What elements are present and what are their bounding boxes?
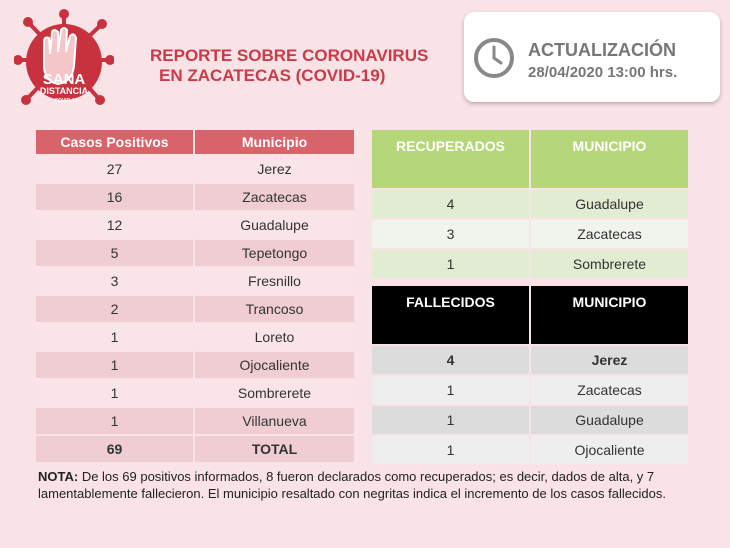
case-count: 16 (36, 184, 193, 210)
recovered-count: 1 (372, 250, 529, 278)
table-row (372, 220, 688, 248)
table-row (36, 380, 354, 406)
table-row (36, 408, 354, 434)
cases-header-count: Casos Positivos (36, 130, 193, 154)
logo-text-distancia: DISTANCIA (39, 86, 89, 96)
case-count: 1 (36, 352, 193, 378)
note-text: De los 69 positivos informados, 8 fueron declarados como recuperados; es decir, dados de alta, y 7 lamentablemente fallecieron. El municipio resaltado con negritas indica el incremento de los casos fallecidos. (38, 469, 666, 501)
recovered-table (370, 128, 690, 280)
deaths-municipality: Ojocaliente (531, 436, 688, 464)
table-row (36, 156, 354, 182)
deaths-header-municipality: MUNICIPIO (531, 286, 688, 344)
case-municipality: Tepetongo (195, 240, 354, 266)
table-row (36, 296, 354, 322)
deaths-count: 1 (372, 406, 529, 434)
case-count: 5 (36, 240, 193, 266)
recovered-municipality: Zacatecas (531, 220, 688, 248)
report-title-line1: REPORTE SOBRE CORONAVIRUS (150, 46, 429, 65)
clock-icon (472, 36, 516, 80)
deaths-municipality: Jerez (531, 346, 688, 374)
cases-header-municipality: Municipio (195, 130, 354, 154)
recovered-municipality: Guadalupe (531, 190, 688, 218)
table-row (36, 268, 354, 294)
recovered-header-municipality: MUNICIPIO (531, 130, 688, 188)
update-date: 28/04/2020 13:00 hrs. (528, 64, 678, 81)
total-row (36, 436, 354, 462)
table-row (36, 352, 354, 378)
table-row (372, 190, 688, 218)
table-row (372, 376, 688, 404)
case-municipality: Ojocaliente (195, 352, 354, 378)
case-count: 27 (36, 156, 193, 182)
case-municipality: Fresnillo (195, 268, 354, 294)
logo-text-sana: SANA (42, 71, 86, 88)
recovered-count: 4 (372, 190, 529, 218)
case-count: 3 (36, 268, 193, 294)
logo-text-covid: COVID-19 (54, 98, 78, 104)
sana-distancia-logo (14, 8, 114, 112)
recovered-header-count: RECUPERADOS (372, 130, 529, 188)
case-count: 1 (36, 380, 193, 406)
deaths-table (370, 284, 690, 466)
case-municipality: Zacatecas (195, 184, 354, 210)
recovered-municipality: Sombrerete (531, 250, 688, 278)
table-row (36, 240, 354, 266)
deaths-count: 1 (372, 436, 529, 464)
deaths-municipality: Zacatecas (531, 376, 688, 404)
deaths-count: 4 (372, 346, 529, 374)
case-count: 2 (36, 296, 193, 322)
case-municipality: Trancoso (195, 296, 354, 322)
table-row (372, 346, 688, 374)
table-row (36, 324, 354, 350)
deaths-count: 1 (372, 376, 529, 404)
case-municipality: Guadalupe (195, 212, 354, 238)
update-panel (464, 12, 720, 102)
deaths-municipality: Guadalupe (531, 406, 688, 434)
table-row (36, 212, 354, 238)
case-municipality: Sombrerete (195, 380, 354, 406)
case-count: 1 (36, 324, 193, 350)
update-label: ACTUALIZACIÓN (528, 40, 676, 60)
note-label: NOTA: (38, 469, 79, 484)
case-municipality: Jerez (195, 156, 354, 182)
case-municipality: Loreto (195, 324, 354, 350)
footnote (38, 468, 688, 502)
total-label: TOTAL (195, 436, 354, 462)
table-row (372, 406, 688, 434)
report-title (150, 46, 428, 86)
deaths-header-count: FALLECIDOS (372, 286, 529, 344)
table-row (372, 436, 688, 464)
case-count: 1 (36, 408, 193, 434)
report-title-line2: EN ZACATECAS (COVID-19) (159, 66, 386, 85)
table-row (36, 184, 354, 210)
table-row (372, 250, 688, 278)
positive-cases-table (34, 128, 356, 464)
case-municipality: Villanueva (195, 408, 354, 434)
recovered-count: 3 (372, 220, 529, 248)
case-count: 12 (36, 212, 193, 238)
total-count: 69 (36, 436, 193, 462)
